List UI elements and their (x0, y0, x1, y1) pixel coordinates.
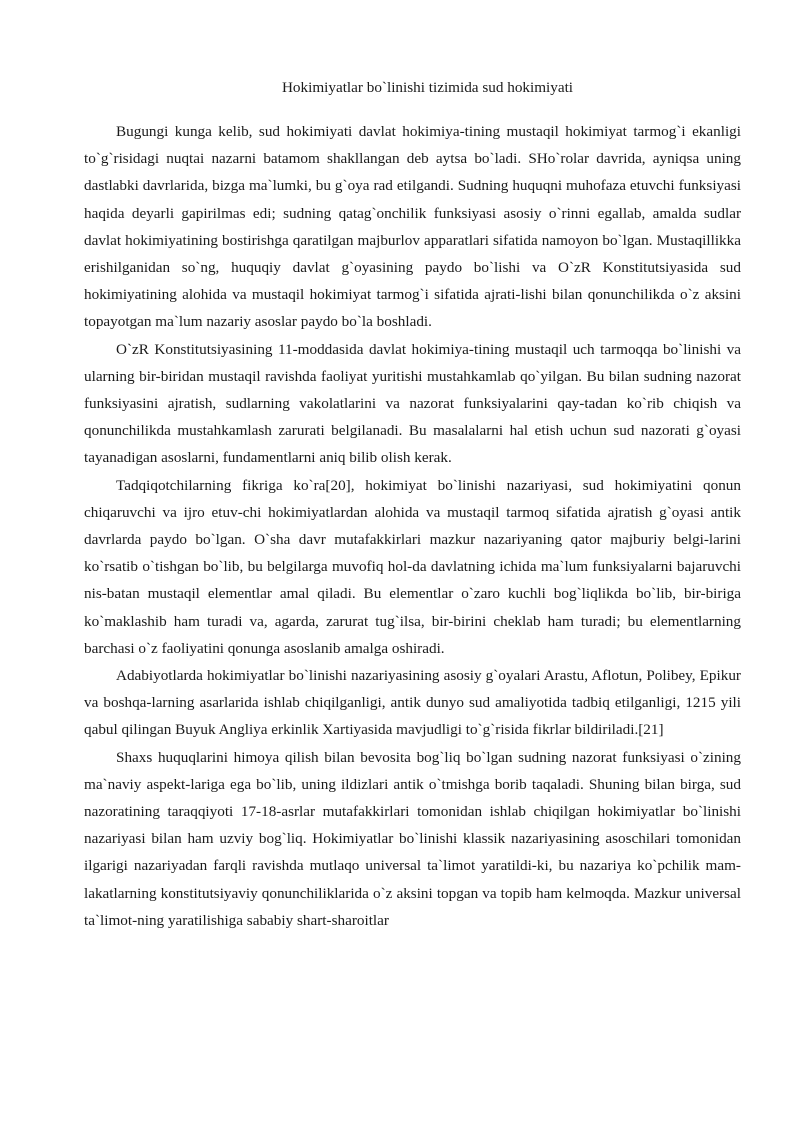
paragraph-5: Shaxs huquqlarini himoya qilish bilan bevosita bog`liq bo`lgan sudning nazorat funksiyasi o`zining ma`naviy aspekt-lariga ega bo`lib, uning ildizlari antik o`tmishga borib taqaladi. Shuning bilan birga, sud nazoratining taraqqiyoti 17-18-asrlar mutafakkirlari tomonidan ishlab chiqilgan hokimiyatlar bo`linishi nazariyasi bilan ham uzviy bog`liq. Hokimiyatlar bo`linishi klassik nazariyasining asoschilari tomonidan ilgarigi nazariyadan farqli ravishda mutlaqo universal ta`limot yaratildi-ki, bu nazariya ko`pchilik mam-lakatlarning konstitutsiyaviy qonunchiliklarida o`z aksini topgan va topib ham kelmoqda. Mazkur universal ta`limot-ning yaratilishiga sababiy shart-sharoitlar (84, 748, 741, 929)
paragraph-3: Tadqiqotchilarning fikriga ko`ra[20], hokimiyat bo`linishi nazariyasi, sud hokimiyatini qonun chiqaruvchi va ijro etuv-chi hokimiyatlardan alohida va mustaqil tarmoq sifatida ajratish g`oyasi antik davrlarda paydo bo`lgan. O`sha davr mutafakkirlari mazkur nazariyaning qator majburiy belgi-larini ko`rsatib o`tishgan bo`lib, bu belgilarga muvofiq hol-da davlatning ichida ma`lum funksiyalarni bajaruvchi nis-batan mustaqil elementlar amal qiladi. Bu elementlar o`zaro kuchli bog`liqlikda bo`lib, bir-biriga ko`maklashib ham turadi va, agarda, zarurat tug`ilsa, bir-birini cheklab ham turadi; bu elementlarning barchasi o`z faoliyatini qonunga asoslanib amalga oshiradi. (84, 476, 741, 657)
paragraph-4: Adabiyotlarda hokimiyatlar bo`linishi nazariyasining asosiy g`oyalari Arastu, Aflotun, Polibey, Epikur va boshqa-larning asarlarida ishlab chiqilganligi, antik dunyo sud amaliyotida tadbiq etilganligi, 1215 yili qabul qilingan Buyuk Angliya erkinlik Xartiyasida mavjudligi to`g`risida fikrlar bildiriladi.[21] (84, 667, 741, 739)
paragraph-1: Bugungi kunga kelib, sud hokimiyati davlat hokimiya-tining mustaqil hokimiyat tarmog`i ekanligi to`g`risidagi nuqtai nazarni batamom shakllangan deb aytsa bo`ladi. SHo`rolar davrida, ayniqsa uning dastlabki davrlarida, bizga ma`lumki, bu g`oya rad etilgandi. Sudning huquqni muhofaza etuvchi funksiyasi haqida deyarli gapirilmas edi; sudning qatag`onchilik funksiyasi asosiy o`rinni egallab, amalda sudlar davlat hokimiyatining bostirishga qaratilgan majburlov apparatlari sifatida namoyon bo`lgan. Mustaqillikka erishilganidan so`ng, huquqiy davlat g`oyasining paydo bo`lishi va O`zR Konstitutsiyasida sud hokimiyatining alohida va mustaqil hokimiyat tarmog`i sifatida ajrati-lishi bilan qonunchilikda o`z aksini topayotgan ma`lum nazariy asoslar paydo bo`la boshladi. (84, 123, 741, 331)
paragraph-2: O`zR Konstitutsiyasining 11-moddasida davlat hokimiya-tining mustaqil uch tarmoqqa bo`linishi va ularning bir-biridan mustaqil ravishda faoliyat yuritishi mustahkamlab qo`yilgan. Bu bilan sudning nazorat funksiyasini ajratish, sudlarning vakolatlarini va nazorat funksiyalarini qay-tadan ko`rib chiqish va qonunchilikda mustahkamlash zarurati belgilanadi. Bu masalalarni hal etish uchun sud nazorati g`oyasi tayanadigan asoslarni, fundamentlarni aniq bilib olish kerak. (84, 340, 741, 467)
page-content (84, 74, 741, 934)
document-title: Hokimiyatlar bo`linishi tizimida sud hokimiyati (281, 79, 574, 96)
